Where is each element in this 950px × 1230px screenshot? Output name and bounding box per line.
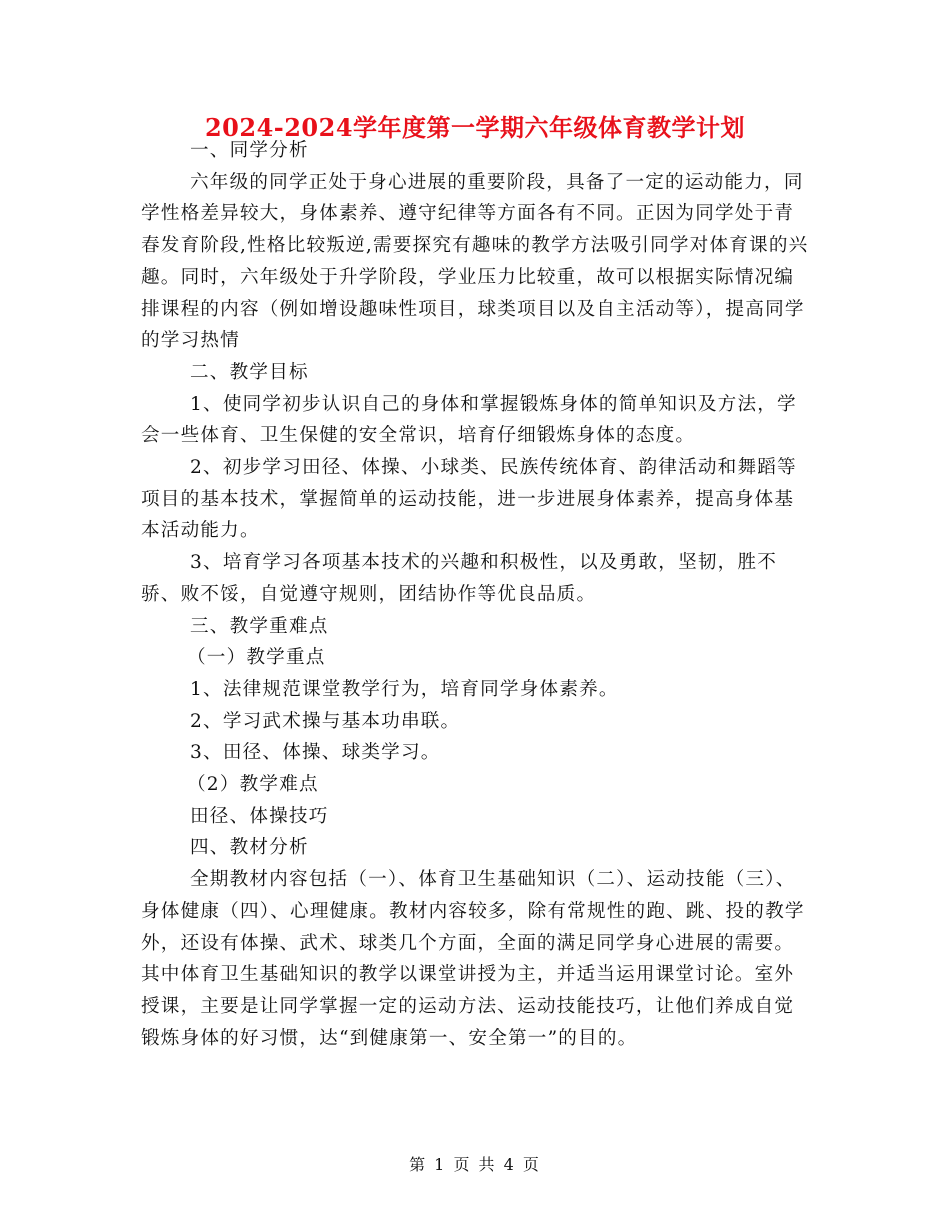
goal-item-3: 3、培育学习各项基本技术的兴趣和积极性，以及勇敢，坚韧，胜不骄、败不馁，自觉遵守规则，团结协作等优良品质。 — [141, 552, 778, 605]
section-heading-teaching-goals: 二、教学目标 — [190, 361, 309, 383]
subheading-key-points: （一）教学重点 — [187, 647, 326, 669]
document-body — [141, 135, 811, 1054]
document-title: 2024-2024学年度第一学期六年级体育教学计划 — [204, 113, 746, 142]
subheading-difficulties: （2）教学难点 — [187, 774, 319, 796]
goal-item-2: 2、初步学习田径、体操、小球类、民族传统体育、韵律活动和舞蹈等项目的基本技术，掌握简单的运动技能，进一步进展身体素养，提高身体基本活动能力。 — [141, 457, 797, 542]
section-heading-material-analysis: 四、教材分析 — [190, 837, 309, 859]
key-point-item-1: 1、法律规范课堂教学行为，培育同学身体素养。 — [190, 678, 619, 700]
key-point-item-3: 3、田径、体操、球类学习。 — [190, 742, 441, 764]
goal-item-1: 1、使同学初步认识自己的身体和掌握锻炼身体的简单知识及方法，学会一些体育、卫生保健的安全常识，培育仔细锻炼身体的态度。 — [141, 393, 797, 447]
section-heading-student-analysis: 一、同学分析 — [190, 140, 309, 161]
section-heading-key-difficulties: 三、教学重难点 — [190, 615, 329, 637]
paragraph-material-analysis: 全期教材内容包括（一）、体育卫生基础知识（二）、运动技能（三）、身体健康（四）、心理健康。教材内容较多，除有常规性的跑、跳、投的教学外，还设有体操、武术、球类几个方面，全面的满足同学身心进展的需要。其中体育卫生基础知识的教学以课堂讲授为主，并适当运用课堂讨论。室外授课，主要是让同学掌握一定的运动方法、运动技能技巧，让他们养成自觉锻炼身体的好习惯，达“到健康第一、安全第一”的目的。 — [141, 869, 805, 1049]
paragraph-student-analysis: 六年级的同学正处于身心进展的重要阶段，具备了一定的运动能力，同学性格差异较大，身体素养、遵守纪律等方面各有不同。正因为同学处于青春发育阶段,性格比较叛逆,需要探究有趣味的教学方法吸引同学对体育课的兴趣。同时，六年级处于升学阶段，学业压力比较重，故可以根据实际情况编排课程的内容（例如增设趣味性项目，球类项目以及自主活动等），提高同学的学习热情 — [141, 171, 809, 352]
key-point-item-2: 2、学习武术操与基本功串联。 — [190, 710, 461, 732]
page-number-footer: 第 1 页 共 4 页 — [409, 1155, 541, 1174]
difficulty-item: 田径、体操技巧 — [190, 805, 329, 827]
